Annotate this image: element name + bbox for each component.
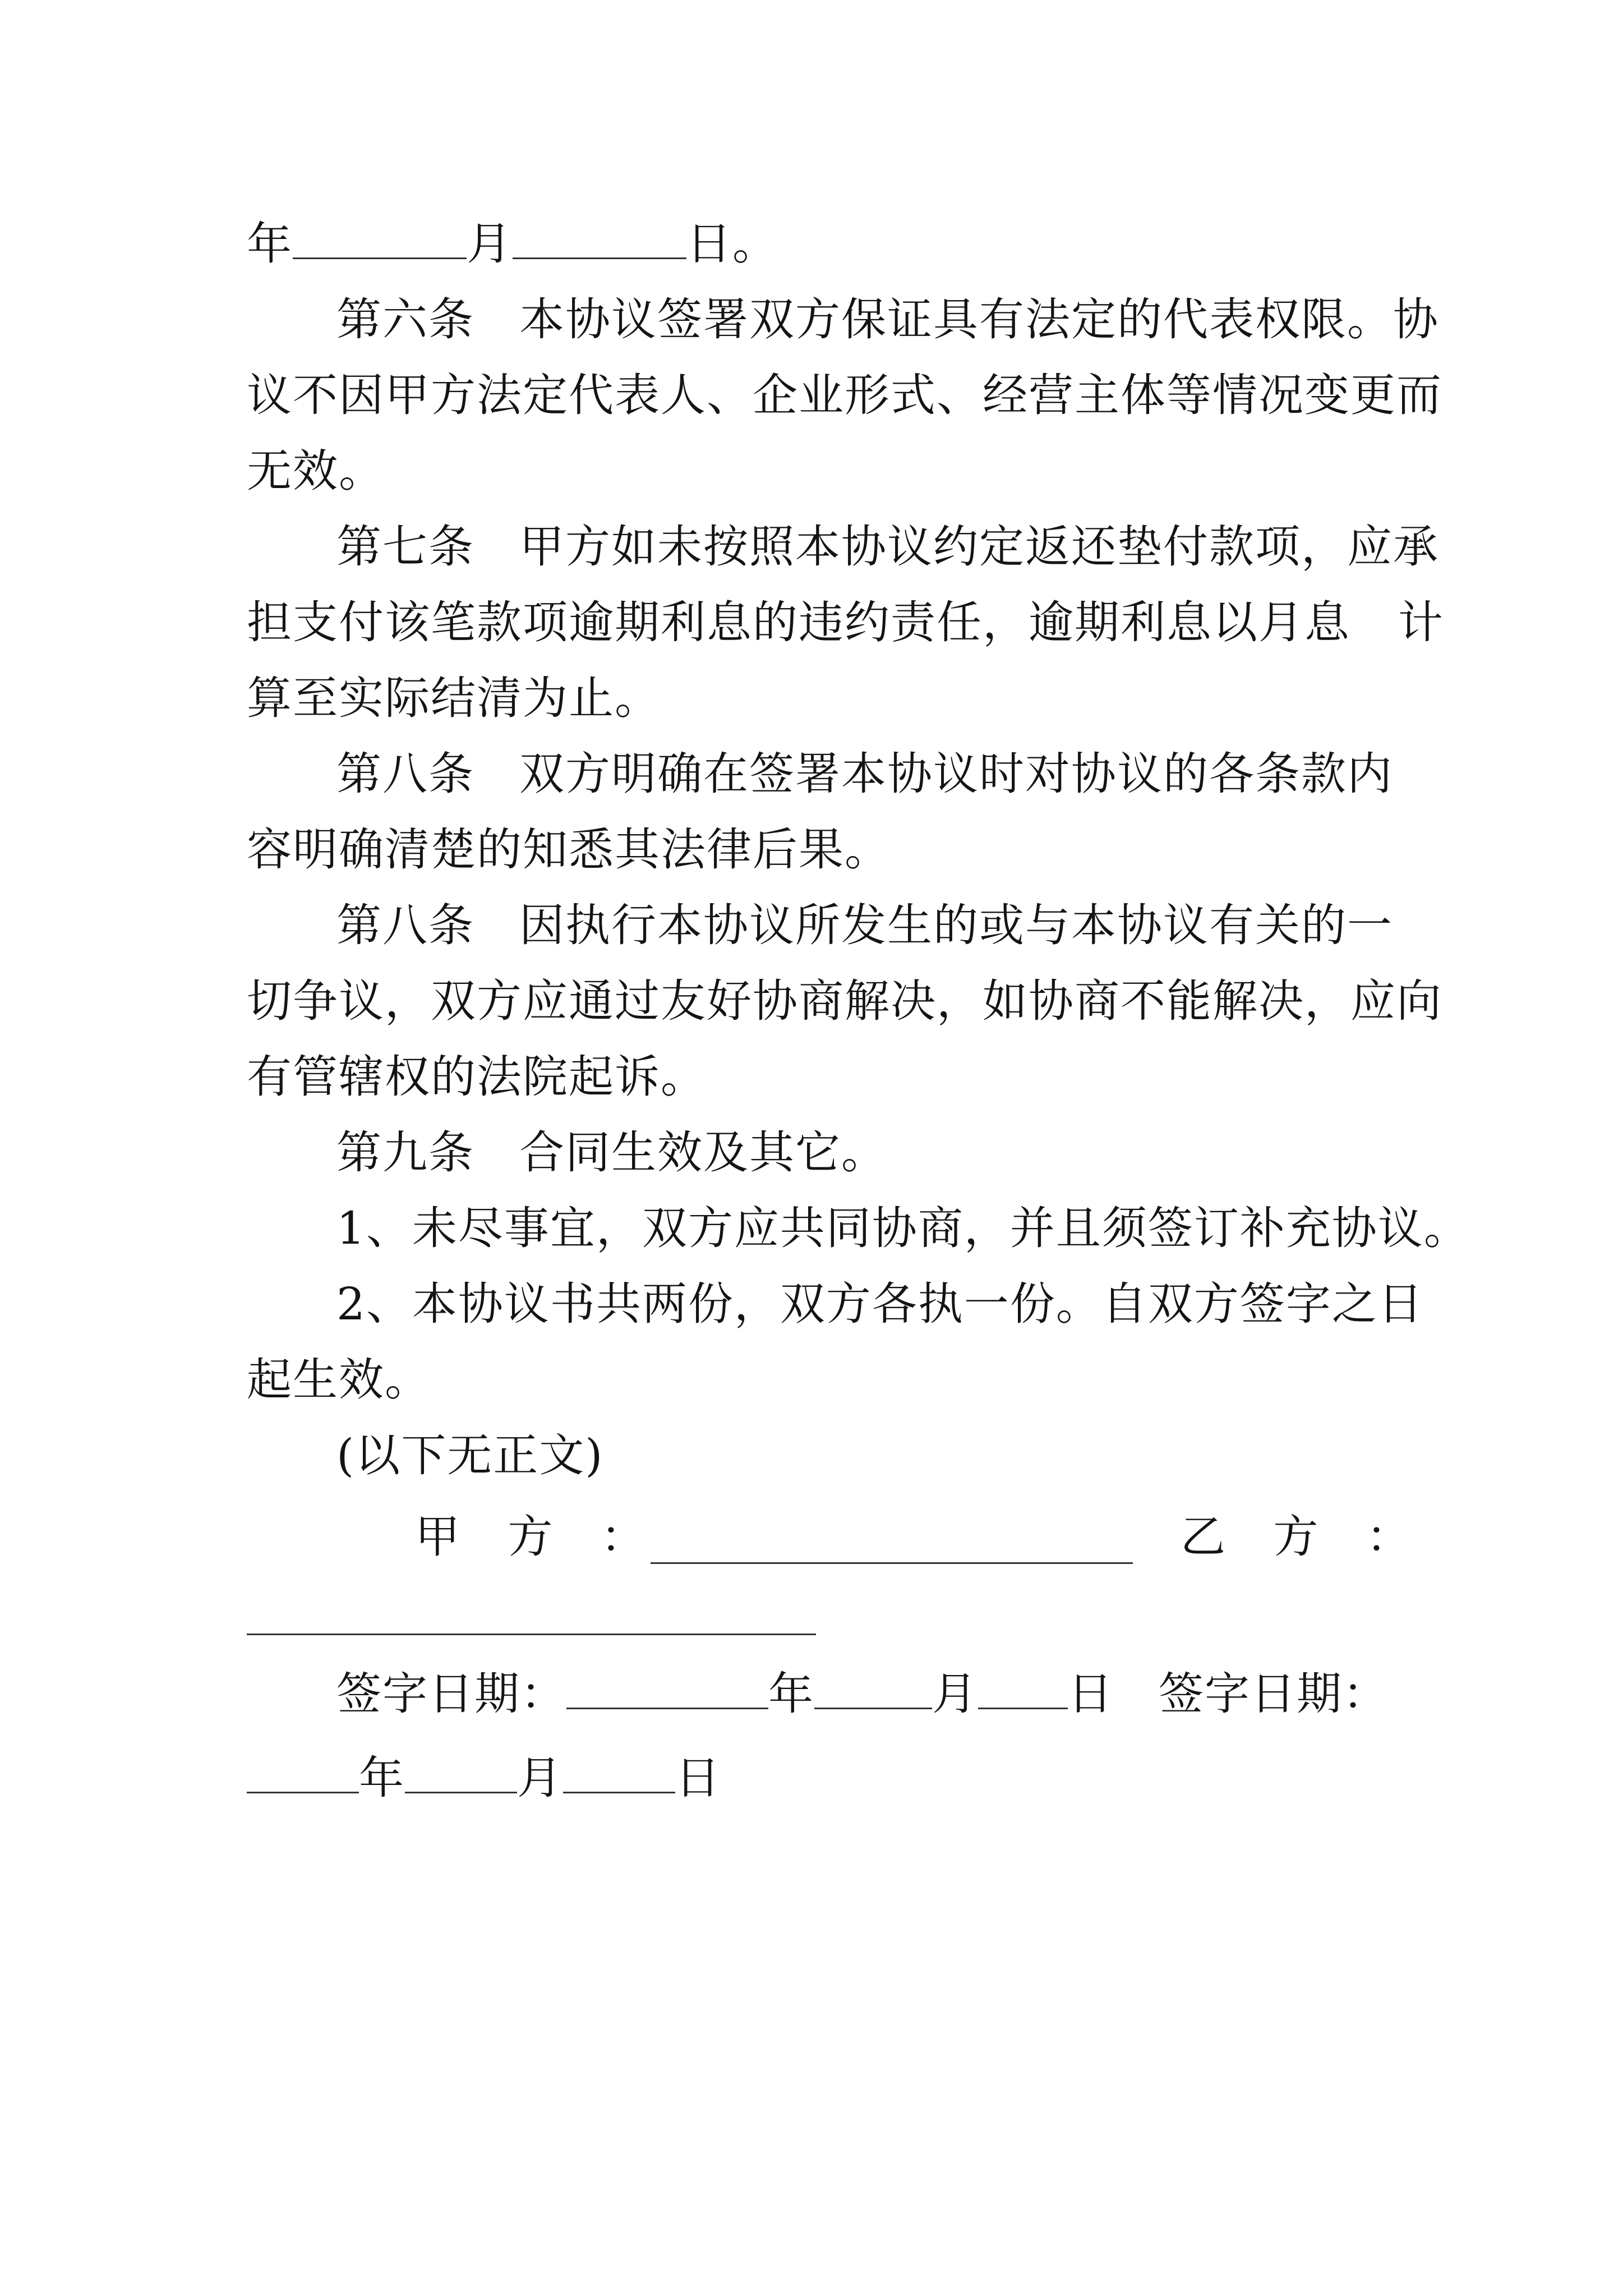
sign-date-b-day-blank (563, 1751, 675, 1793)
sign-date-b-month-blank (405, 1751, 517, 1793)
article-8-text: 双方明确在签署本协议时对协议的各条款内 (519, 748, 1393, 800)
article-7-label: 第七条 (336, 521, 474, 573)
article-6-line-2: 议不因甲方法定代表人、企业形式、经营主体等情况变更而 (247, 369, 1442, 421)
month-blank (513, 217, 686, 259)
article-8b-label: 第八条 (336, 899, 474, 951)
article-6-text: 本协议签署双方保证具有法定的代表权限。协 (519, 293, 1439, 346)
party-a-label: 甲 方 ： (415, 1511, 662, 1563)
sign-date-b-line (247, 1750, 721, 1806)
sign-date-line (336, 1666, 1389, 1722)
article-7-line-2 (247, 595, 1444, 651)
article-8b-text: 因执行本协议所发生的或与本协议有关的一 (519, 899, 1393, 951)
party-a-signature-line (651, 1562, 1133, 1564)
article-6-label: 第六条 (336, 293, 474, 346)
article-8b-line-2: 切争议，双方应通过友好协商解决，如协商不能解决，应向 (247, 975, 1442, 1027)
sign-date-b-year-blank (247, 1751, 359, 1793)
article-7-text-a: 担支付该笔款项逾期利息的违约责任，逾期利息以月息 (247, 596, 1350, 648)
day-text: 日。 (686, 218, 778, 270)
date-line (247, 216, 778, 272)
article-9-line-1 (336, 1125, 887, 1181)
article-6-line-1 (336, 292, 1439, 348)
article-7-line-3: 算至实际结清为止。 (247, 672, 661, 724)
no-further-text: (以下无正文) (336, 1429, 604, 1481)
clause-2-line-2: 起生效。 (247, 1354, 431, 1406)
sign-date-a-month: 月 (932, 1668, 978, 1720)
sign-date-b-year: 年 (359, 1752, 405, 1804)
sign-date-a-year: 年 (768, 1668, 814, 1720)
sign-date-label-a: 签字日期： (336, 1668, 566, 1720)
article-7-line-1 (336, 519, 1439, 575)
sign-date-a-year-blank (566, 1667, 768, 1709)
year-blank (293, 217, 467, 259)
month-text: 月 (467, 218, 513, 270)
article-8-label: 第八条 (336, 748, 474, 800)
article-8-line-2: 容明确清楚的知悉其法律后果。 (247, 823, 891, 876)
article-8-line-1 (336, 746, 1393, 802)
sign-date-b-day: 日 (675, 1752, 721, 1804)
sign-date-a-day-blank (978, 1667, 1068, 1709)
clause-2-line-1: 2、本协议书共两份，双方各执一份。自双方签字之日 (336, 1278, 1424, 1330)
party-b-signature-line (247, 1634, 816, 1635)
article-7-text-b: 计 (1398, 596, 1444, 648)
article-7-text: 甲方如未按照本协议约定返还垫付款项，应承 (519, 521, 1439, 573)
party-b-label: 乙 方 ： (1181, 1511, 1428, 1563)
clause-1: 1、未尽事宜，双方应共同协商，并且须签订补充协议。 (336, 1202, 1470, 1254)
article-9-text: 合同生效及其它。 (519, 1126, 887, 1179)
article-8b-line-1 (336, 898, 1393, 954)
year-text: 年 (247, 218, 293, 270)
article-6-line-3: 无效。 (247, 445, 385, 497)
article-9-label: 第九条 (336, 1126, 474, 1179)
sign-date-a-month-blank (814, 1667, 932, 1709)
sign-date-label-b: 签字日期： (1159, 1668, 1389, 1720)
article-8b-line-3: 有管辖权的法院起诉。 (247, 1051, 707, 1103)
sign-date-b-month: 月 (517, 1752, 563, 1804)
sign-date-a-day: 日 (1068, 1668, 1114, 1720)
